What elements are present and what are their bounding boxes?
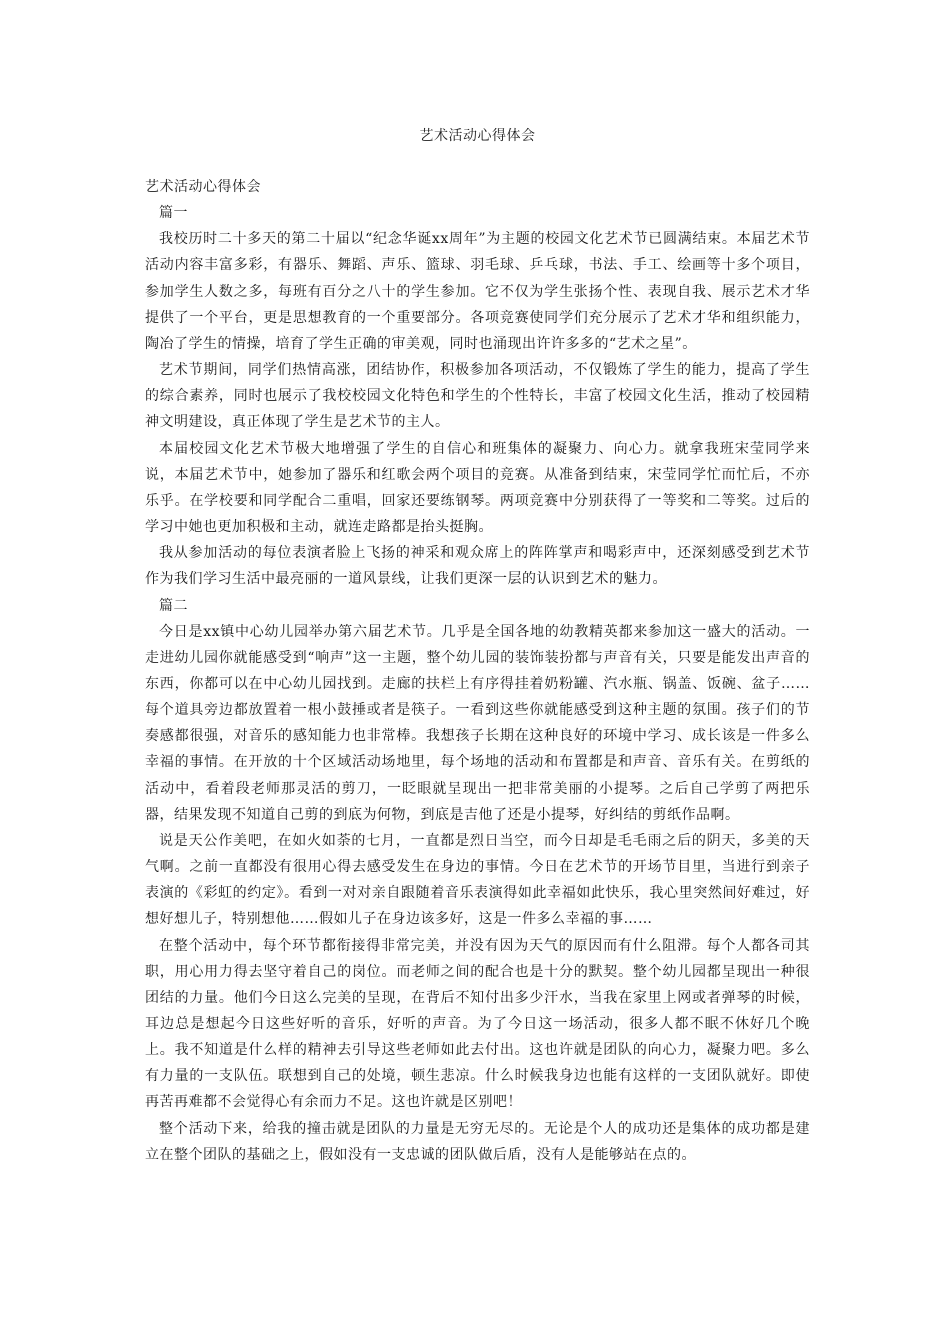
paragraph: 我从参加活动的每位表演者脸上飞扬的神采和观众席上的阵阵掌声和喝彩声中，还深刻感受到艺术节作为我们学习生活中最亮丽的一道风景线，让我们更深一层的认识到艺术的魅力。 — [145, 545, 810, 588]
paragraph: 我校历时二十多天的第二十届以“纪念华诞xx周年”为主题的校园文化艺术节已圆满结束。本届艺术节活动内容丰富多彩，有器乐、舞蹈、声乐、篮球、羽毛球、乒乓球，书法、手工、绘画等十多个项目，参加学生人数之多，每班有百分之八十的学生参加。它不仅为学生张扬个性、表现自我、展示艺术才华提供了一个平台，更是思想教育的一个重要部分。各项竞赛使同学们充分展示了艺术才华和组织能力，陶冶了学生的情操，培育了学生正确的审美观，同时也涌现出许许多多的“艺术之星”。 — [145, 231, 810, 352]
paragraph: 艺术节期间，同学们热情高涨，团结协作，积极参加各项活动，不仅锻炼了学生的能力，提高了学生的综合素养，同时也展示了我校校园文化特色和学生的个性特长，丰富了校园文化生活，推动了校园精神文明建设，真正体现了学生是艺术节的主人。 — [145, 362, 810, 431]
paragraph: 本届校园文化艺术节极大地增强了学生的自信心和班集体的凝聚力、向心力。就拿我班宋莹同学来说，本届艺术节中，她参加了器乐和红歌会两个项目的竞赛。从准备到结束，宋莹同学忙而忙后，不亦乐乎。在学校要和同学配合二重唱，回家还要练钢琴。两项竞赛中分别获得了一等奖和二等奖。过后的学习中她也更加积极和主动，就连走路都是抬头挺胸。 — [145, 440, 810, 536]
paragraph: 在整个活动中，每个环节都衔接得非常完美，并没有因为天气的原因而有什么阻滞。每个人都各司其职，用心用力得去坚守着自己的岗位。而老师之间的配合也是十分的默契。整个幼儿园都呈现出一种很团结的力量。他们今日这么完美的呈现，在背后不知付出多少汗水，当我在家里上网或者弹琴的时候，耳边总是想起今日这些好听的音乐，好听的声音。为了今日这一场活动，很多人都不眠不休好几个晚上。我不知道是什么样的精神去引导这些老师如此去付出。这也许就是团队的向心力，凝聚力吧。多么有力量的一支队伍。联想到自己的处境，顿生悲凉。什么时候我身边也能有这样的一支团队就好。即使再苦再难都不会觉得心有余而力不足。这也许就是区别吧！ — [145, 937, 810, 1111]
section-heading-2: 篇二 — [159, 597, 188, 614]
document-title: 艺术活动心得体会 — [419, 128, 536, 144]
document-subtitle: 艺术活动心得体会 — [145, 179, 261, 195]
paragraph: 整个活动下来，给我的撞击就是团队的力量是无穷无尽的。无论是个人的成功还是集体的成功都是建立在整个团队的基础之上，假如没有一支忠诚的团队做后盾，没有人是能够站在点的。 — [145, 1120, 810, 1163]
paragraph: 今日是xx镇中心幼儿园举办第六届艺术节。几乎是全国各地的幼教精英都来参加这一盛大的活动。一走进幼儿园你就能感受到“响声”这一主题，整个幼儿园的装饰装扮都与声音有关，只要是能发出声音的东西，你都可以在中心幼儿园找到。走廊的扶栏上有序得挂着奶粉罐、汽水瓶、锅盖、饭碗、盆子……每个道具旁边都放置着一根小鼓捶或者是筷子。一看到这些你就能感受到这种主题的氛围。孩子们的节奏感都很强，对音乐的感知能力也非常棒。我想孩子长期在这种良好的环境中学习、成长该是一件多么幸福的事情。在开放的十个区域活动场地里，每个场地的活动和布置都是和声音、音乐有关。在剪纸的活动中，看着段老师那灵活的剪刀，一眨眼就呈现出一把非常美丽的小提琴。之后自己学剪了两把乐器，结果发现不知道自己剪的到底为何物，到底是吉他了还是小提琴，好纠结的剪纸作品啊。 — [145, 623, 810, 823]
section-heading-1: 篇一 — [159, 205, 188, 222]
document-body — [145, 174, 810, 1168]
paragraph: 说是天公作美吧，在如火如荼的七月，一直都是烈日当空，而今日却是毛毛雨之后的阴天，多美的天气啊。之前一直都没有很用心得去感受发生在身边的事情。今日在艺术节的开场节目里，当进行到亲子表演的《彩虹的约定》。看到一对对亲自跟随着音乐表演得如此幸福如此快乐，我心里突然间好难过，好想好想儿子，特别想他……假如儿子在身边该多好，这是一件多么幸福的事…… — [145, 832, 810, 928]
